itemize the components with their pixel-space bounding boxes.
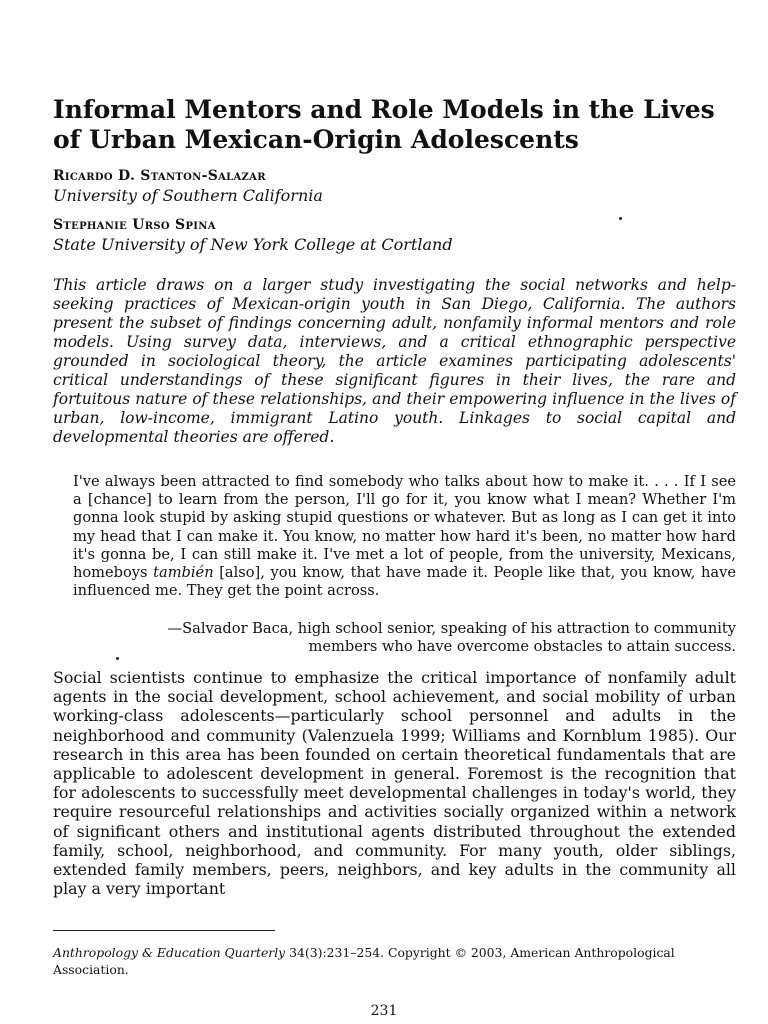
footnote-divider — [53, 930, 275, 931]
author-name-1: Ricardo D. Stanton-Salazar — [53, 168, 266, 184]
abstract: This article draws on a larger study investigating the social networks and help-seeking practices of Mexican-origin youth in San Diego, California. The authors present the subset of findings concerning adult, nonfamily informal mentors and role models. Using survey data, interviews, and a critical ethnographic perspective grounded in sociological theory, the article examines participating adolescents' critical understandings of these significant figures in their lives, the rare and fortuitous nature of these relationships, and their empowering influence in the lives of urban, low-income, immigrant Latino youth. Linkages to social capital and developmental theories are offered. — [53, 276, 736, 446]
author-affiliation-1: University of Southern California — [53, 186, 323, 205]
footnote-citation-text: 34(3):231–254. Copyright © 2003, American Anthropological Association. — [53, 945, 675, 977]
article-title — [53, 95, 733, 155]
scan-speck — [619, 217, 622, 220]
epigraph-italic-word: también — [153, 564, 214, 582]
epigraph-text-2: [also], you know, that have made it. People like that, you know, have influenced me. They get the point across. — [73, 564, 736, 600]
footnote-citation — [53, 944, 736, 978]
epigraph-attribution — [73, 620, 736, 656]
scan-speck — [116, 657, 119, 660]
title-line-1: Informal Mentors and Role Models in the Lives — [53, 95, 715, 124]
page-number: 231 — [370, 1003, 398, 1019]
author-affiliation-2: State University of New York College at Cortland — [53, 235, 453, 254]
author-name-2: Stephanie Urso Spina — [53, 217, 216, 233]
body-paragraph: Social scientists continue to emphasize the critical importance of nonfamily adult agents in the social development, school achievement, and social mobility of urban working-class adolescents—particularly school personnel and adults in the neighborhood and community (Valenzuela 1999; Williams and Kornblum 1985). Our research in this area has been founded on certain theoretical fundamentals that are applicable to adolescent development in general. Foremost is the recognition that for adolescents to successfully meet developmental challenges in today's world, they require resourceful relationships and activities socially organized within a network of significant others and institutional agents distributed throughout the extended family, school, neighborhood, and community. For many youth, older siblings, extended family members, peers, neighbors, and key adults in the community all play a very important — [53, 668, 736, 899]
title-line-2: of Urban Mexican-Origin Adolescents — [53, 125, 579, 154]
epigraph-text-1: I've always been attracted to find somebody who talks about how to make it. . . . If I see a [chance] to learn from the person, I'll go for it, you know what I mean? Whether I'm gonna look stupid by asking stupid questions or whatever. But as long as I can get it into my head that I can make it. You know, no matter how hard it's been, no matter how hard it's gonna be, I can still make it. I've met a lot of people, from the university, Mexicans, homeboys — [73, 473, 736, 582]
attribution-line-2: members who have overcome obstacles to attain success. — [308, 638, 736, 655]
attribution-line-1: —Salvador Baca, high school senior, speaking of his attraction to community — [167, 620, 736, 637]
footnote-journal: Anthropology & Education Quarterly — [53, 945, 286, 960]
epigraph-quote — [73, 473, 736, 600]
